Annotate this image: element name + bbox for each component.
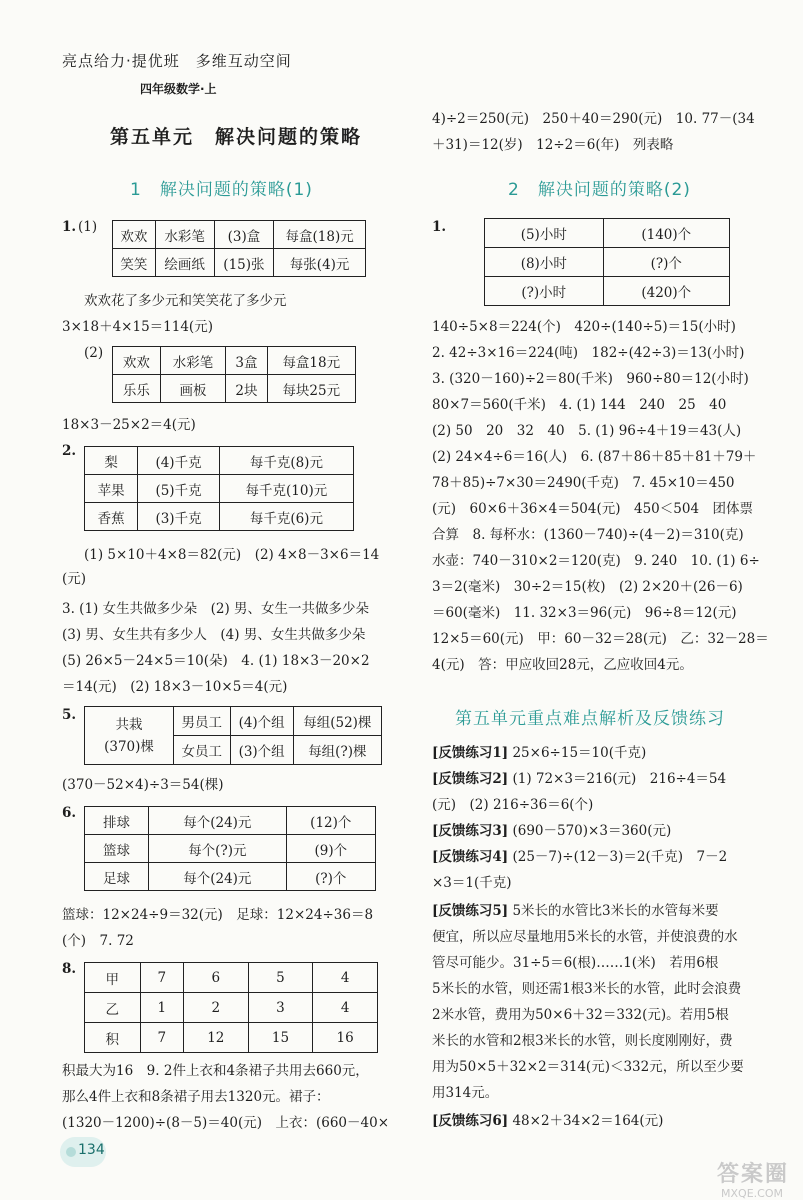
section-title-2: 2 解决问题的策略(2) [508, 180, 691, 200]
table-cell: (?)个 [603, 248, 729, 277]
q5-total-line1: 共栽 [115, 716, 143, 733]
feedback-line [432, 928, 738, 946]
q2-label: 2. [62, 443, 77, 459]
table-cell: 7 [140, 1023, 183, 1053]
r-q1-table [484, 218, 730, 306]
table-cell: 苹果 [85, 475, 138, 503]
q1-table-1 [112, 220, 366, 277]
feedback-text: 便宜，所以应尽量地用5米长的水管，并使浪费的水 [432, 929, 738, 945]
table-cell: 每张(4)元 [274, 249, 366, 277]
q5-text: (370－52×4)÷3＝54(棵) [62, 777, 224, 793]
answer-line: 78＋85)÷7×30＝2490(千克) 7. 45×10＝450 [432, 475, 735, 491]
q3-text-1: 3. (1) 女生共做多少朵 (2) 男、女生一共做多少朵 [62, 601, 369, 617]
answer-line: (2) 24×4÷6＝16(人) 6. (87＋86＋85＋81＋79＋ [432, 449, 757, 465]
watermark-url: MXQE.COM [721, 1187, 783, 1200]
q1-sub2-label: (2) [84, 345, 104, 361]
answer-line: 3＝2(毫米) 30÷2＝15(枚) (2) 2×20＋(26－6) [432, 579, 743, 595]
feedback-text: 管尽可能少。31÷5＝6(根)……1(米) 若用6根 [432, 955, 719, 971]
feedback-tag: [反馈练习2] [432, 771, 509, 787]
r-q1-label: 1. [432, 219, 447, 235]
table-cell: 欢欢 [113, 347, 161, 375]
q1-text-1: 欢欢花了多少元和笑笑花了多少元 [84, 293, 287, 309]
table-cell: 每个(?)元 [149, 835, 286, 863]
table-cell: 香蕉 [85, 503, 138, 531]
feedback-tag: [反馈练习5] [432, 903, 509, 919]
section-title-1: 1 解决问题的策略(1) [130, 180, 313, 200]
right-top-line-1: 4)÷2＝250(元) 250＋40＝290(元) 10. 77－(34 [432, 111, 755, 127]
table-cell: (140)个 [603, 219, 729, 248]
q8-text-2: 那么4件上衣和8条裙子用去1320元。裙子： [62, 1089, 330, 1105]
table-cell: 每个(24)元 [149, 807, 286, 835]
answer-line: 80×7＝560(千米) 4. (1) 144 240 25 40 [432, 397, 727, 413]
answer-line: ＝60(毫米) 11. 32×3＝96(元) 96÷8＝12(元) [432, 605, 737, 621]
table-cell: 每块25元 [267, 375, 355, 403]
table-cell: 欢欢 [113, 221, 156, 249]
table-cell: 每千克(10)元 [219, 475, 353, 503]
table-cell: (5)千克 [138, 475, 220, 503]
table-cell: (4)千克 [138, 447, 220, 475]
table-cell: (?)个 [286, 863, 375, 891]
table-cell: 每个(24)元 [149, 863, 286, 891]
grade-subtitle: 四年级数学·上 [140, 82, 217, 96]
feedback-line [432, 1006, 729, 1024]
table-cell: 女员工 [174, 736, 231, 765]
q3-text-4: ＝14(元) (2) 18×3－10×5＝4(元) [62, 679, 288, 695]
q5-total-line2: (370)棵 [104, 738, 154, 755]
feedback-text: 25×6÷15＝10(千克) [512, 745, 647, 761]
table-cell: 每千克(6)元 [219, 503, 353, 531]
table-cell: (5)小时 [485, 219, 604, 248]
q1-text-2: 3×18＋4×15＝114(元) [62, 319, 213, 335]
feedback-text: 5米长的水管比3米长的水管每米要 [512, 903, 719, 919]
decorative-dot-icon [66, 1147, 76, 1157]
q6-label: 6. [62, 805, 77, 821]
answer-line: 合算 8. 每杯水：(1360－740)÷(4－2)＝310(克) [432, 527, 744, 543]
table-cell: 每组(?)棵 [293, 736, 381, 765]
table-cell: (15)张 [214, 249, 274, 277]
answer-line: 水壶：740－310×2＝120(克) 9. 240 10. (1) 6÷ [432, 553, 760, 569]
table-cell: 7 [140, 963, 183, 993]
feedback-text: 用314元。 [432, 1085, 499, 1101]
q1-label: 1. [62, 219, 77, 235]
feedback-text: 用为50×5＋32×2＝314(元)＜332元，所以至少要 [432, 1059, 744, 1075]
q5-label: 5. [62, 707, 77, 723]
q1-text-3: 18×3－25×2＝4(元) [62, 417, 196, 433]
feedback-text: (25－7)÷(12－3)＝2(千克) 7－2 [512, 849, 728, 865]
table-cell: (8)小时 [485, 248, 604, 277]
answer-line: (2) 50 20 32 40 5. (1) 96÷4＋19＝43(人) [432, 423, 742, 439]
q5-table [84, 706, 382, 765]
q1-sub1-label: (1) [78, 219, 98, 235]
table-cell: (3)盒 [214, 221, 274, 249]
q1-table-2 [112, 346, 356, 403]
table-cell: 3盒 [226, 347, 267, 375]
feedback-tag: [反馈练习3] [432, 823, 509, 839]
q8-table [84, 962, 378, 1053]
table-cell: 每盒(18)元 [274, 221, 366, 249]
feedback-text: (元) (2) 216÷36＝6(个) [432, 797, 594, 813]
answer-line: 140÷5×8＝224(个) 420÷(140÷5)＝15(小时) [432, 319, 736, 335]
table-cell: 积 [85, 1023, 141, 1053]
table-cell: 画板 [160, 375, 226, 403]
table-cell: 甲 [85, 963, 141, 993]
feedback-text: 48×2＋34×2＝164(元) [512, 1113, 664, 1129]
answer-line: (元) 60×6＋36×4＝504(元) 450＜504 团体票 [432, 501, 754, 517]
q6-text-2: (个) 7. 72 [62, 933, 134, 949]
feedback-text: 5米长的水管，则还需1根3米长的水管，此时会浪费 [432, 981, 742, 997]
q2-table [84, 446, 354, 531]
table-cell: (9)个 [286, 835, 375, 863]
feedback-tag: [反馈练习6] [432, 1113, 509, 1129]
table-cell: 笑笑 [113, 249, 156, 277]
feedback-line [432, 980, 741, 998]
page-number: 134 [78, 1142, 105, 1158]
table-cell: 6 [183, 963, 248, 993]
table-cell: 15 [248, 1023, 313, 1053]
q6-table [84, 806, 376, 891]
table-cell: (4)个组 [230, 707, 293, 736]
table-cell: 每盒18元 [267, 347, 355, 375]
table-cell: (?)小时 [485, 277, 604, 306]
feedback-line [432, 954, 718, 972]
feedback-line [432, 1112, 663, 1130]
table-cell: 每组(52)棵 [293, 707, 381, 736]
answer-line: 4(元) 答：甲应收回28元，乙应收回4元。 [432, 657, 693, 673]
q2-text-2: (元) [62, 571, 87, 587]
q3-text-2: (3) 男、女生共有多少人 (4) 男、女生共做多少朵 [62, 627, 366, 643]
table-cell: 绘画纸 [155, 249, 214, 277]
feedback-tag: [反馈练习1] [432, 745, 509, 761]
table-cell: 16 [313, 1023, 378, 1053]
table-cell: 2 [183, 993, 248, 1023]
q8-text-1: 积最大为16 9. 2件上衣和4条裙子共用去660元， [62, 1063, 369, 1079]
feedback-line [432, 848, 727, 866]
table-cell: (3)千克 [138, 503, 220, 531]
table-cell: 3 [248, 993, 313, 1023]
feedback-line [432, 1032, 733, 1050]
feedback-line [432, 744, 646, 762]
table-cell: 篮球 [85, 835, 149, 863]
table-cell: 12 [183, 1023, 248, 1053]
feedback-line [432, 874, 512, 892]
feedback-text: (690－570)×3＝360(元) [512, 823, 672, 839]
table-cell: 水彩笔 [155, 221, 214, 249]
table-cell: 水彩笔 [160, 347, 226, 375]
table-cell: 排球 [85, 807, 149, 835]
table-cell: (420)个 [603, 277, 729, 306]
table-cell: 5 [248, 963, 313, 993]
answer-line: 12×5＝60(元) 甲：60－32＝28(元) 乙：32－28＝ [432, 631, 769, 647]
q8-label: 8. [62, 961, 77, 977]
q6-text-1: 篮球：12×24÷9＝32(元) 足球：12×24÷36＝8 [62, 907, 374, 923]
feedback-text: 2米水管，费用为50×6＋32＝332(元)。若用5根 [432, 1007, 729, 1023]
feedback-text: (1) 72×3＝216(元) 216÷4＝54 [512, 771, 727, 787]
feedback-tag: [反馈练习4] [432, 849, 509, 865]
table-cell: 每千克(8)元 [219, 447, 353, 475]
answer-line: 3. (320－160)÷2＝80(千米) 960÷80＝12(小时) [432, 371, 749, 387]
q3-text-3: (5) 26×5－24×5＝10(朵) 4. (1) 18×3－20×2 [62, 653, 370, 669]
table-cell: 男员工 [174, 707, 231, 736]
table-cell: 乐乐 [113, 375, 161, 403]
table-cell: 乙 [85, 993, 141, 1023]
feedback-line [432, 822, 671, 840]
q2-text-1: (1) 5×10＋4×8＝82(元) (2) 4×8－3×6＝14 [84, 547, 380, 563]
table-cell: 4 [313, 963, 378, 993]
table-cell: 4 [313, 993, 378, 1023]
feedback-line [432, 902, 719, 920]
q8-text-3: (1320－1200)÷(8－5)＝40(元) 上衣：(660－40× [62, 1115, 390, 1131]
watermark-logo: 答案圈 [716, 1162, 789, 1187]
q5-total-cell [85, 707, 174, 765]
right-top-line-2: ＋31)＝12(岁) 12÷2＝6(年) 列表略 [432, 137, 674, 153]
table-cell: (3)个组 [230, 736, 293, 765]
feedback-text: 米长的水管和2根3米长的水管，则长度刚刚好，费 [432, 1033, 733, 1049]
series-title: 亮点给力·提优班 多维互动空间 [62, 52, 292, 70]
section-title-3: 第五单元重点难点解析及反馈练习 [455, 709, 725, 729]
feedback-line [432, 770, 726, 788]
table-cell: (12)个 [286, 807, 375, 835]
page-number-badge [60, 1137, 106, 1167]
table-cell: 梨 [85, 447, 138, 475]
feedback-line [432, 1058, 744, 1076]
table-cell: 足球 [85, 863, 149, 891]
feedback-text: ×3＝1(千克) [432, 875, 512, 891]
answer-line: 2. 42÷3×16＝224(吨) 182÷(42÷3)＝13(小时) [432, 345, 745, 361]
feedback-line [432, 796, 593, 814]
unit-title: 第五单元 解决问题的策略 [110, 126, 363, 148]
feedback-line [432, 1084, 498, 1102]
table-cell: 1 [140, 993, 183, 1023]
table-cell: 2块 [226, 375, 267, 403]
